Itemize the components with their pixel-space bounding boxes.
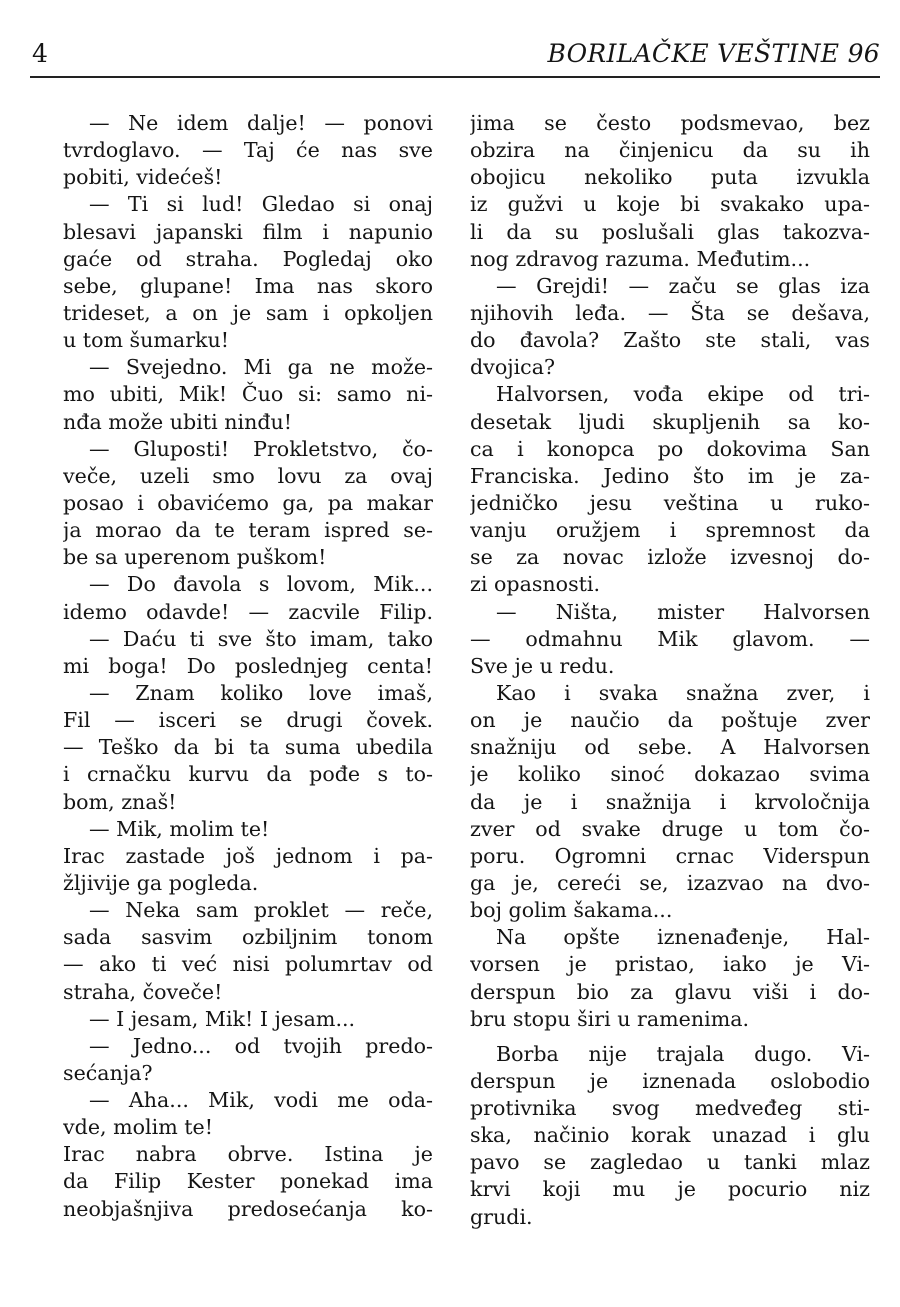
left-column-line: — Teško da bi ta suma ubedila bbox=[63, 735, 433, 760]
left-column-line: — Aha... Mik, vodi me oda- bbox=[89, 1088, 433, 1113]
left-column-line: da Filip Kester ponekad ima bbox=[63, 1169, 433, 1194]
left-column-line: sada sasvim ozbiljnim tonom bbox=[63, 925, 433, 950]
left-column-line: — Znam koliko love imaš, bbox=[89, 680, 433, 705]
left-column-line: nđa može ubiti ninđu! bbox=[63, 409, 293, 434]
left-column-line: veče, uzeli smo lovu za ovaj bbox=[63, 463, 433, 488]
left-column-line: tvrdoglavo. — Taj će nas sve bbox=[63, 138, 433, 163]
right-column-line: ca i konopca po dokovima San bbox=[470, 436, 870, 461]
left-column-line: posao i obavićemo ga, pa makar bbox=[63, 490, 433, 515]
left-column-line: — I jesam, Mik! I jesam... bbox=[89, 1006, 356, 1031]
left-column-line: u tom šumarku! bbox=[63, 328, 230, 353]
page-number: 4 bbox=[32, 39, 48, 68]
header-rule bbox=[30, 76, 880, 78]
left-column-line: idemo odavde! — zacvile Filip. bbox=[63, 599, 433, 624]
left-column-line: i crnačku kurvu da pođe s to- bbox=[63, 762, 433, 787]
left-column-line: — Ne idem dalje! — ponovi bbox=[89, 111, 433, 135]
left-column-line: straha, čoveče! bbox=[63, 979, 223, 1004]
left-column-line: vde, molim te! bbox=[63, 1115, 214, 1140]
right-column-line: Sve je u redu. bbox=[470, 653, 615, 678]
right-column-line: protivnika svog medveđeg sti- bbox=[470, 1096, 870, 1121]
right-column-line: pavo se zagledao u tanki mlaz bbox=[470, 1150, 870, 1175]
right-column-line: nog zdravog razuma. Međutim... bbox=[470, 246, 811, 271]
left-column-line: — Ti si lud! Gledao si onaj bbox=[89, 192, 433, 217]
right-column-line: vorsen je pristao, iako je Vi- bbox=[470, 952, 870, 977]
left-column-line: žljivije ga pogleda. bbox=[63, 870, 259, 895]
right-column-line: grudi. bbox=[470, 1204, 533, 1229]
left-column-line: ja morao da te teram ispred se- bbox=[63, 518, 433, 543]
left-column-line: gaće od straha. Pogledaj oko bbox=[63, 246, 433, 271]
left-column-line: mi boga! Do poslednjeg centa! bbox=[63, 653, 433, 678]
right-column-line: snažniju od sebe. A Halvorsen bbox=[470, 735, 870, 760]
right-column-line: li da su poslušali glas takozva- bbox=[470, 219, 870, 244]
right-column-line: on je naučio da poštuje zver bbox=[470, 708, 870, 733]
right-column-line: ska, načinio korak unazad i glu bbox=[470, 1123, 870, 1148]
left-column-line: — Do đavola s lovom, Mik... bbox=[89, 572, 433, 597]
left-column-line: — Daću ti sve što imam, tako bbox=[89, 626, 433, 651]
right-column-line: zver od svake druge u tom čo- bbox=[470, 816, 870, 841]
right-column-line: Na opšte iznenađenje, Hal- bbox=[496, 925, 870, 950]
right-column-line: poru. Ogromni crnac Viderspun bbox=[470, 843, 870, 868]
right-column-line: Franciska. Jedino što im je za- bbox=[470, 463, 870, 488]
right-column-line: obojicu nekoliko puta izvukla bbox=[470, 165, 870, 190]
left-column-line: — Jedno... od tvojih predo- bbox=[89, 1033, 433, 1058]
right-column-line: desetak ljudi skupljenih sa ko- bbox=[470, 409, 870, 434]
left-column-line: — Mik, molim te! bbox=[89, 816, 270, 841]
right-column-line: zi opasnosti. bbox=[470, 572, 601, 597]
right-column-line: — Ništa, mister Halvorsen bbox=[496, 599, 870, 624]
left-column-line: neobjašnjiva predosećanja ko- bbox=[63, 1196, 433, 1221]
left-column-line: sebe, glupane! Ima nas skoro bbox=[63, 273, 433, 298]
left-column-line: blesavi japanski film i napunio bbox=[63, 219, 433, 244]
right-column bbox=[470, 110, 870, 1231]
right-column-line: obzira na činjenicu da su ih bbox=[470, 138, 870, 163]
left-column-line: sećanja? bbox=[63, 1060, 153, 1085]
left-column-line: — Gluposti! Prokletstvo, čo- bbox=[89, 436, 433, 461]
right-column-line: Halvorsen, vođa ekipe od tri- bbox=[496, 382, 870, 407]
running-title: BORILAČKE VEŠTINE 96 bbox=[547, 39, 880, 68]
right-column-line: dvojica? bbox=[470, 355, 556, 380]
right-column-line: — Grejdi! — začu se glas iza bbox=[496, 273, 870, 298]
right-column-line: se za novac izlože izvesnoj do- bbox=[470, 545, 870, 570]
right-column-line: — odmahnu Mik glavom. — bbox=[470, 626, 870, 651]
right-column-line: vanju oružjem i spremnost da bbox=[470, 518, 870, 543]
left-column-line: pobiti, videćeš! bbox=[63, 165, 223, 190]
right-column-line: derspun je iznenada oslobodio bbox=[470, 1068, 870, 1093]
left-column bbox=[63, 110, 433, 1223]
right-column-line: ga je, cereći se, izazvao na dvo- bbox=[470, 870, 870, 895]
right-column-line: derspun bio za glavu viši i do- bbox=[470, 979, 870, 1004]
right-column-line: do đavola? Zašto ste stali, vas bbox=[470, 328, 870, 353]
right-column-line: boj golim šakama... bbox=[470, 898, 673, 923]
left-column-line: Irac nabra obrve. Istina je bbox=[63, 1142, 433, 1167]
right-column-line: iz gužvi u koje bi svakako upa- bbox=[470, 192, 870, 217]
left-column-line: be sa uperenom puškom! bbox=[63, 545, 327, 570]
right-column-line: krvi koji mu je pocurio niz bbox=[470, 1177, 870, 1202]
page-header bbox=[32, 38, 880, 74]
left-column-line: — ako ti već nisi polumrtav od bbox=[63, 952, 433, 977]
left-column-line: trideset, a on je sam i opkoljen bbox=[63, 300, 433, 325]
left-column-line: bom, znaš! bbox=[63, 789, 177, 814]
right-column-line: bru stopu širi u ramenima. bbox=[470, 1006, 750, 1031]
left-column-line: Fil — isceri se drugi čovek. bbox=[63, 708, 433, 733]
right-column-line: jedničko jesu veština u ruko- bbox=[470, 490, 870, 515]
left-column-line: Irac zastade još jednom i pa- bbox=[63, 843, 433, 868]
left-column-line: — Svejedno. Mi ga ne može- bbox=[89, 355, 433, 380]
left-column-line: — Neka sam proklet — reče, bbox=[89, 898, 433, 923]
right-column-line: Kao i svaka snažna zver, i bbox=[496, 680, 870, 705]
left-column-line: mo ubiti, Mik! Čuo si: samo ni- bbox=[63, 382, 433, 407]
right-column-line: njihovih leđa. — Šta se dešava, bbox=[470, 300, 870, 325]
right-column-line: da je i snažnija i krvoločnija bbox=[470, 789, 870, 814]
right-column-line: Borba nije trajala dugo. Vi- bbox=[496, 1041, 870, 1066]
right-column-line: jima se često podsmevao, bez bbox=[470, 111, 870, 135]
right-column-line: je koliko sinoć dokazao svima bbox=[470, 762, 870, 787]
